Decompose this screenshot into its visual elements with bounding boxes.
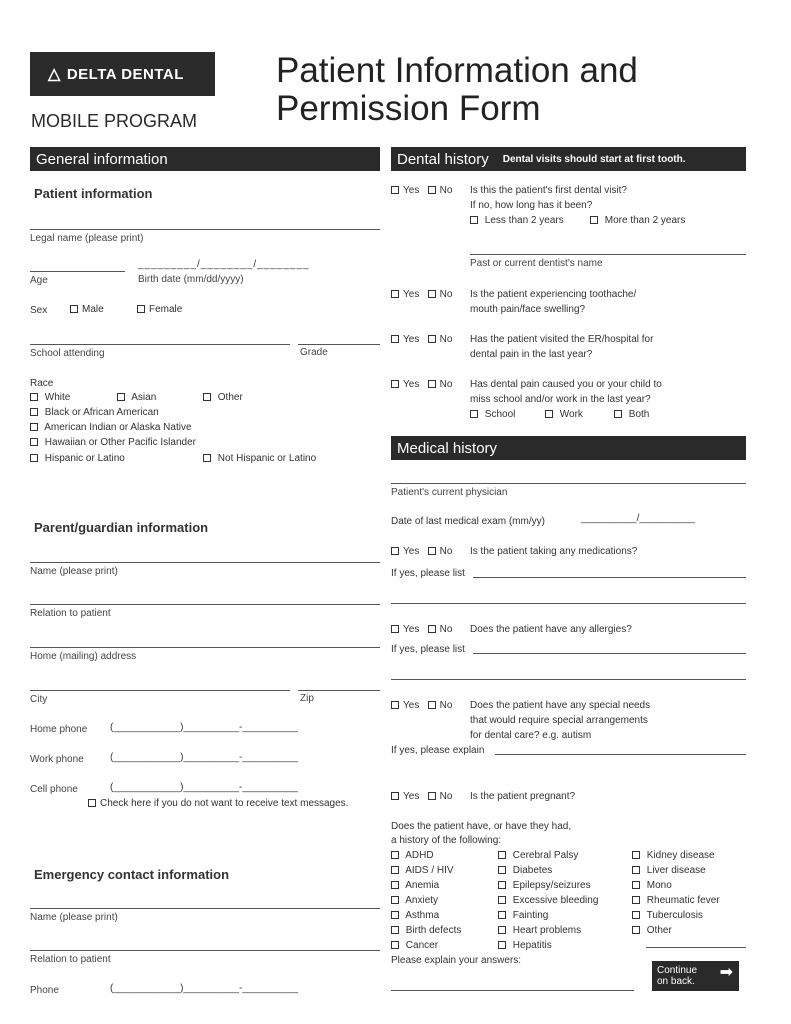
home-phone-label: Home phone [30,724,88,735]
race-american-indian[interactable] [30,420,192,435]
condition-label: Asthma [405,910,440,921]
pregnant-question: Is the patient pregnant? [470,791,576,802]
hawaiian-label: Hawaiian or Other Pacific Islander [44,437,196,448]
no-label: No [439,379,453,390]
checkbox-icon[interactable] [391,625,399,633]
black-label: Black or African American [44,407,159,418]
dentist-name-label: Past or current dentist's name [470,258,603,269]
checkbox-icon[interactable] [632,896,640,904]
q2-text-b: mouth pain/face swelling? [470,304,586,315]
condition-label: Tuberculosis [646,910,703,921]
meds-list-label: If yes, please list [391,568,465,579]
medical-history-bar [391,436,746,460]
delta-triangle-icon: △ [48,66,61,83]
checkbox-icon[interactable] [632,851,640,859]
school-option-label: School [484,409,516,420]
condition-label: Diabetes [512,865,553,876]
more-2-years-option[interactable] [590,213,685,228]
condition-label: Cerebral Palsy [512,850,579,861]
condition-label: Kidney disease [646,850,715,861]
no-label: No [439,185,453,196]
parent-relation-label: Relation to patient [30,608,111,619]
legal-name-label: Legal name (please print) [30,233,144,244]
program-name: MOBILE PROGRAM [31,111,198,131]
checkbox-icon[interactable] [137,305,145,313]
grade-label: Grade [300,347,328,358]
condition-liver-disease[interactable] [632,863,706,878]
allergies-list-field[interactable] [473,653,746,654]
emergency-relation-label: Relation to patient [30,954,111,965]
condition-tuberculosis[interactable] [632,908,703,923]
condition-label: Anxiety [405,895,439,906]
both-option[interactable] [614,407,649,422]
no-label: No [439,624,453,635]
no-label: No [439,700,453,711]
city-label: City [30,694,48,705]
history-text-a: Does the patient have, or have they had, [391,821,572,832]
allergies-question: Does the patient have any allergies? [470,624,632,635]
q1-text: Is this the patient's first dental visit? [470,185,627,196]
q2-answer[interactable] [391,287,452,302]
birth-date-label: Birth date (mm/dd/yyyy) [138,274,244,285]
condition-cancer[interactable] [391,938,438,953]
condition-label: Birth defects [405,925,462,936]
condition-label: Other [646,925,672,936]
yes-label: Yes [403,379,420,390]
yes-label: Yes [403,334,420,345]
q1-sub-text: If no, how long has it been? [470,200,593,211]
special-needs-text-c: for dental care? e.g. autism [470,730,592,741]
checkbox-icon[interactable] [470,216,478,224]
condition-other[interactable] [632,923,672,938]
checkbox-icon[interactable] [428,701,436,709]
allergies-list-label: If yes, please list [391,644,465,655]
q3-text-a: Has the patient visited the ER/hospital for [470,334,654,345]
physician-label: Patient's current physician [391,487,508,498]
q3-text-b: dental pain in the last year? [470,349,593,360]
condition-hepatitis[interactable] [498,938,552,953]
cell-phone-field[interactable]: (____________)__________-__________ [110,782,298,793]
checkbox-icon[interactable] [632,911,640,919]
female-option[interactable] [137,304,182,315]
q4-text-b: miss school and/or work in the last year? [470,394,651,405]
emergency-name-label: Name (please print) [30,912,118,923]
checkbox-icon[interactable] [614,410,622,418]
patient-info-heading: Patient information [34,186,153,201]
checkbox-icon[interactable] [70,305,78,313]
condition-label: Cancer [405,940,439,951]
checkbox-icon[interactable] [428,186,436,194]
city-field[interactable] [30,690,290,691]
grade-field[interactable] [298,344,380,345]
school-option[interactable] [470,407,515,422]
condition-label: Mono [646,880,672,891]
no-text-option[interactable] [88,798,348,809]
allergies-answer[interactable] [391,622,452,637]
checkbox-icon[interactable] [391,547,399,555]
checkbox-icon[interactable] [428,335,436,343]
emergency-phone-label: Phone [30,985,59,996]
emergency-name-field[interactable] [30,908,380,909]
address-label: Home (mailing) address [30,651,137,662]
asian-label: Asian [131,392,157,403]
checkbox-icon[interactable] [498,926,506,934]
checkbox-icon[interactable] [30,393,38,401]
sex-label: Sex [30,305,48,316]
meds-list-field-2[interactable] [391,603,746,604]
race-label: Race [30,378,54,389]
less-2-label: Less than 2 years [484,215,564,226]
address-field[interactable] [30,647,380,648]
special-explain-label: If yes, please explain [391,745,485,756]
medical-bar-label: Medical history [397,439,498,457]
checkbox-icon[interactable] [203,393,211,401]
condition-diabetes[interactable] [498,863,552,878]
condition-label: Heart problems [512,925,582,936]
age-field[interactable] [30,271,125,272]
checkbox-icon[interactable] [428,625,436,633]
no-label: No [439,334,453,345]
not-hispanic-label: Not Hispanic or Latino [217,453,317,464]
condition-adhd[interactable] [391,848,434,863]
explain-label: Please explain your answers: [391,955,522,966]
condition-fainting[interactable] [498,908,548,923]
condition-anemia[interactable] [391,878,439,893]
condition-label: ADHD [405,850,434,861]
work-phone-field[interactable]: (____________)__________-__________ [110,752,298,763]
emergency-phone-field[interactable]: (____________)__________-__________ [110,983,298,994]
other-label: Other [217,392,243,403]
yes-label: Yes [403,791,420,802]
race-asian[interactable] [117,390,156,405]
q1-answer[interactable] [391,183,452,198]
condition-label: Liver disease [646,865,706,876]
condition-label: Excessive bleeding [512,895,599,906]
parent-name-field[interactable] [30,562,380,563]
checkbox-icon[interactable] [391,941,399,949]
checkbox-icon[interactable] [391,881,399,889]
race-other[interactable] [203,390,243,405]
dentist-name-field[interactable] [470,254,746,255]
checkbox-icon[interactable] [391,186,399,194]
page-title: Patient Information and Permission Form [276,51,638,128]
checkbox-icon[interactable] [428,380,436,388]
hispanic-label: Hispanic or Latino [44,453,125,464]
general-information-bar [30,147,380,171]
checkbox-icon[interactable] [632,866,640,874]
general-bar-label: General information [36,150,168,168]
no-text-label: Check here if you do not want to receive text messages. [100,798,349,809]
zip-label: Zip [300,693,314,704]
checkbox-icon[interactable] [545,410,553,418]
allergies-list-field-2[interactable] [391,679,746,680]
checkbox-icon[interactable] [498,881,506,889]
checkbox-icon[interactable] [428,547,436,555]
physician-field[interactable] [391,483,746,484]
age-label: Age [30,275,48,286]
q4-text-a: Has dental pain caused you or your child to [470,379,662,390]
no-label: No [439,546,453,557]
no-label: No [439,289,453,300]
last-exam-label: Date of last medical exam (mm/yy) [391,516,545,527]
last-exam-field[interactable]: __________/__________ [581,513,696,524]
checkbox-icon[interactable] [30,454,38,462]
checkbox-icon[interactable] [498,896,506,904]
dental-history-bar [391,147,746,171]
continue-on-back [652,961,739,991]
condition-birth-defects[interactable] [391,923,461,938]
american-indian-label: American Indian or Alaska Native [44,422,192,433]
special-needs-text-b: that would require special arrangements [470,715,648,726]
checkbox-icon[interactable] [470,410,478,418]
condition-kidney-disease[interactable] [632,848,715,863]
checkbox-icon[interactable] [391,290,399,298]
less-2-years-option[interactable] [470,213,564,228]
pregnant-answer[interactable] [391,789,452,804]
condition-asthma[interactable] [391,908,439,923]
condition-other-field[interactable] [646,947,746,948]
no-label: No [439,791,453,802]
zip-field[interactable] [298,690,380,691]
home-phone-field[interactable]: (____________)__________-__________ [110,722,298,733]
history-text-b: a history of the following: [391,835,502,846]
checkbox-icon[interactable] [391,701,399,709]
checkbox-icon[interactable] [391,851,399,859]
birth-date-field[interactable]: _________/________/________ [138,259,310,270]
checkbox-icon[interactable] [391,380,399,388]
condition-rheumatic-fever[interactable] [632,893,720,908]
checkbox-icon[interactable] [632,926,640,934]
cell-phone-label: Cell phone [30,784,78,795]
parent-name-label: Name (please print) [30,566,118,577]
emergency-relation-field[interactable] [30,950,380,951]
delta-dental-logo [30,52,215,96]
on-back-text: on back. [657,976,695,987]
checkbox-icon[interactable] [498,941,506,949]
yes-label: Yes [403,700,420,711]
checkbox-icon[interactable] [428,792,436,800]
male-label: Male [82,304,104,315]
special-explain-field[interactable] [495,754,746,755]
checkbox-icon[interactable] [428,290,436,298]
meds-answer[interactable] [391,544,452,559]
q2-text-a: Is the patient experiencing toothache/ [470,289,637,300]
checkbox-icon[interactable] [632,881,640,889]
condition-label: Hepatitis [512,940,552,951]
work-option[interactable] [545,407,583,422]
meds-question: Is the patient taking any medications? [470,546,638,557]
condition-label: AIDS / HIV [405,865,454,876]
meds-list-field[interactable] [473,577,746,578]
yes-label: Yes [403,546,420,557]
checkbox-icon[interactable] [391,335,399,343]
parent-info-heading: Parent/guardian information [34,520,209,535]
checkbox-icon[interactable] [391,866,399,874]
checkbox-icon[interactable] [391,896,399,904]
condition-aids[interactable] [391,863,454,878]
dental-bar-note: Dental visits should start at first tooth. [502,153,686,165]
checkbox-icon[interactable] [498,851,506,859]
checkbox-icon[interactable] [391,926,399,934]
yes-label: Yes [403,185,420,196]
work-phone-label: Work phone [30,754,84,765]
checkbox-icon[interactable] [498,866,506,874]
logo-text: DELTA DENTAL [66,65,184,83]
ethnicity-hispanic[interactable] [30,451,125,466]
checkbox-icon[interactable] [30,408,38,416]
condition-epilepsy[interactable] [498,878,591,893]
checkbox-icon[interactable] [391,911,399,919]
condition-label: Rheumatic fever [646,895,720,906]
q4-answer[interactable] [391,377,452,392]
more-2-label: More than 2 years [604,215,686,226]
female-label: Female [149,304,183,315]
dental-bar-label: Dental history [397,150,489,168]
both-option-label: Both [628,409,650,420]
checkbox-icon[interactable] [203,454,211,462]
condition-mono[interactable] [632,878,672,893]
explain-field[interactable] [391,990,634,991]
special-needs-text-a: Does the patient have any special needs [470,700,651,711]
school-label: School attending [30,348,105,359]
condition-cerebral-palsy[interactable] [498,848,578,863]
checkbox-icon[interactable] [498,911,506,919]
race-white[interactable] [30,390,70,405]
ethnicity-not-hispanic[interactable] [203,451,316,466]
condition-label: Epilepsy/seizures [512,880,591,891]
emergency-info-heading: Emergency contact information [34,867,230,882]
parent-relation-field[interactable] [30,604,380,605]
condition-label: Fainting [512,910,549,921]
checkbox-icon[interactable] [391,792,399,800]
yes-label: Yes [403,624,420,635]
checkbox-icon[interactable] [590,216,598,224]
continue-text: Continue [657,965,698,976]
work-option-label: Work [559,409,583,420]
arrow-right-icon: ➡ [719,964,733,981]
yes-label: Yes [403,289,420,300]
race-black[interactable] [30,405,159,420]
condition-anxiety[interactable] [391,893,438,908]
checkbox-icon[interactable] [30,423,38,431]
q3-answer[interactable] [391,332,452,347]
checkbox-icon[interactable] [88,799,96,807]
white-label: White [44,392,71,403]
school-field[interactable] [30,344,290,345]
checkbox-icon[interactable] [117,393,125,401]
checkbox-icon[interactable] [30,438,38,446]
condition-label: Anemia [405,880,440,891]
condition-excessive-bleeding[interactable] [498,893,598,908]
special-needs-answer[interactable] [391,698,452,713]
male-option[interactable] [70,304,104,315]
condition-heart-problems[interactable] [498,923,581,938]
legal-name-field[interactable] [30,229,380,230]
race-hawaiian[interactable] [30,435,196,450]
